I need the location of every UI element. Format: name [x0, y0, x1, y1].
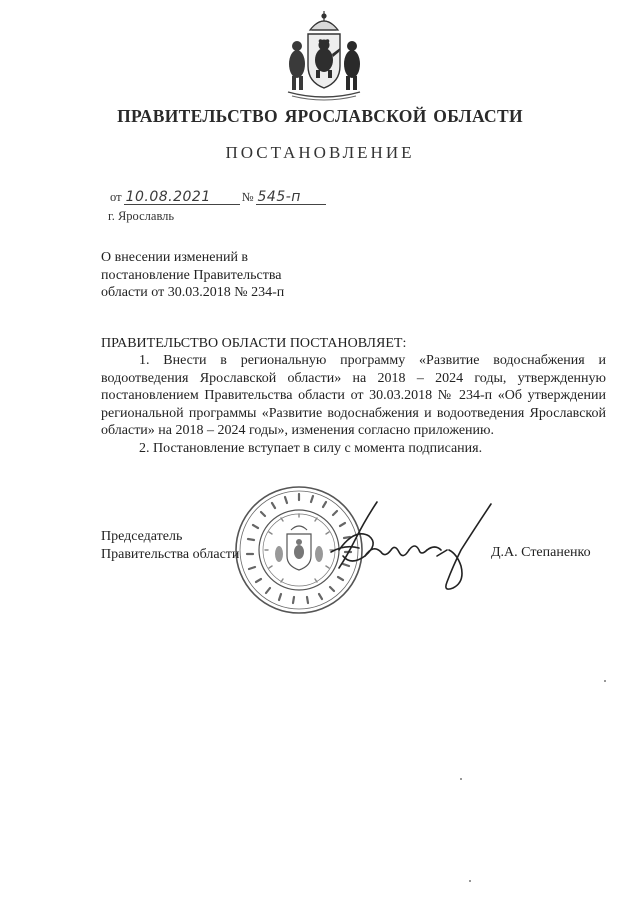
number-value: 545-п	[256, 190, 326, 205]
subject-block	[101, 249, 341, 302]
position-line: Председатель	[101, 529, 183, 544]
number-label: №	[241, 190, 254, 204]
coat-of-arms-icon	[282, 8, 366, 102]
subject-line: О внесении изменений в	[101, 250, 249, 265]
decree-heading: ПРАВИТЕЛЬСТВО ОБЛАСТИ ПОСТАНОВЛЯЕТ:	[101, 336, 407, 351]
city-label: г. Ярославль	[108, 209, 175, 223]
signatory-name: Д.А. Степаненко	[491, 545, 591, 560]
handwritten-signature	[325, 500, 505, 600]
paragraph-2: 2. Постановление вступает в силу с момента подписания.	[139, 440, 483, 456]
body-text	[101, 352, 606, 457]
organization-title: ПРАВИТЕЛЬСТВО ЯРОСЛАВСКОЙ ОБЛАСТИ	[117, 106, 523, 126]
paragraph-1: 1. Внести в региональную программу «Развитие водоснабжения и водоотведения Ярославской области» на 2018 – 2024 годы, утвержденную постановлением Правительства области от 30.03.2018 № 234-п «Об утверждении региональной программы «Развитие водоснабжения и водоотведения Ярославской области» на 2018 – 2024 годы», изменения согласно приложению.	[101, 353, 606, 438]
subject-line: постановление Правительства	[101, 267, 282, 283]
date-number-line	[108, 190, 326, 205]
subject-line: области от 30.03.2018 № 234-п	[101, 285, 285, 300]
scan-speck	[469, 880, 471, 882]
scan-speck	[460, 778, 462, 780]
date-value: 10.08.2021	[124, 190, 240, 205]
position-line: Правительства области	[101, 546, 240, 562]
from-label: от	[110, 190, 122, 204]
scan-speck	[604, 680, 606, 682]
document-type: ПОСТАНОВЛЕНИЕ	[225, 143, 415, 162]
signatory-position	[101, 528, 239, 563]
